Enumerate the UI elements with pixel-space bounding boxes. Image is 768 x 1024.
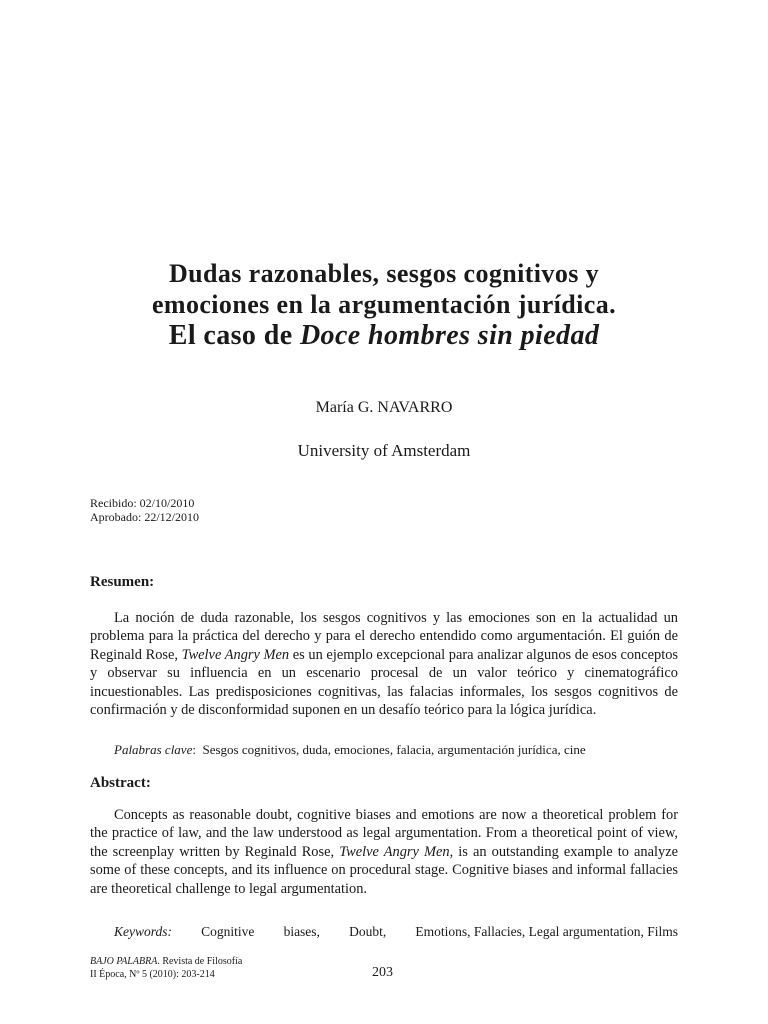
resumen-heading: Resumen:: [90, 574, 155, 590]
palabras-clave: [114, 742, 678, 758]
journal-issue: II Época, Nº 5 (2010): 203-214: [90, 969, 215, 980]
palabras-clave-label: Palabras clave: [114, 742, 193, 757]
abstract-paragraph: [90, 806, 678, 898]
resumen-paragraph: [90, 609, 678, 719]
title-line-1: Dudas razonables, sesgos cognitivos y: [168, 259, 600, 288]
author-affiliation: University of Amsterdam: [297, 441, 471, 460]
title-line-3-prefix: El caso de: [168, 320, 300, 351]
submission-dates: [90, 496, 199, 524]
keywords-line: [114, 924, 678, 940]
resumen-text-italic: Twelve Angry Men: [181, 646, 290, 663]
resumen-text-1: La noción de duda razonable, los sesgos cognitivos y las emociones son en la actualidad un problema para la práctica del derecho y para el derecho entendido como argumentación. El guión de Reginald Rose,: [90, 610, 678, 663]
palabras-clave-colon: :: [192, 742, 203, 757]
keyword-item: Cognitive: [201, 924, 255, 939]
author-name: María G. NAVARRO: [315, 399, 453, 416]
journal-name-italic: BAJO PALABRA: [90, 956, 158, 967]
palabras-clave-list: Sesgos cognitivos, duda, emociones, falacia, argumentación jurídica, cine: [202, 742, 586, 757]
page-number: 203: [372, 965, 393, 980]
title-line-2: emociones en la argumentación jurídica.: [151, 290, 617, 319]
abstract-text-2: , is an outstanding example to analyze some of these concepts, and its influence on procedural stage. Cognitive biases and informal fallacies are theoretical challenge to legal argumentation.: [90, 843, 678, 897]
abstract-text-1: Concepts as reasonable doubt, cognitive biases and emotions are now a theoretical problem for the practice of law, and the law understood as legal argumentation. From a theoretical point of view, the screenplay written by Reginald Rose,: [90, 807, 678, 860]
abstract-text-italic: Twelve Angry Men: [339, 843, 450, 860]
keyword-item: biases,: [283, 924, 320, 939]
journal-name: [90, 955, 242, 968]
keyword-item: Doubt,: [349, 924, 387, 939]
title-film-name: Doce hombres sin piedad: [299, 320, 600, 351]
received-date: Recibido: 02/10/2010: [90, 496, 195, 510]
abstract-heading: Abstract:: [90, 775, 151, 791]
journal-footer: [90, 955, 242, 981]
resumen-text-2: es un ejemplo excepcional para analizar algunos de esos conceptos y observar su influencia en un escenario procesal de un valor teórico y cinematográfico incuestionables. Las predisposiciones cognitivas, las falacias informales, los sesgos cognitivos de confirmación y de disconformidad suponen en un desafío teórico para la lógica jurídica.: [90, 646, 678, 719]
journal-name-rest: . Revista de Filosofía: [157, 956, 243, 967]
article-title: [90, 258, 678, 351]
keyword-item: Emotions, Fallacies, Legal argumentation, Films: [415, 924, 678, 939]
keywords-label: Keywords:: [114, 924, 172, 939]
title-line-3: [90, 320, 678, 351]
approved-date: Aprobado: 22/12/2010: [90, 510, 199, 524]
